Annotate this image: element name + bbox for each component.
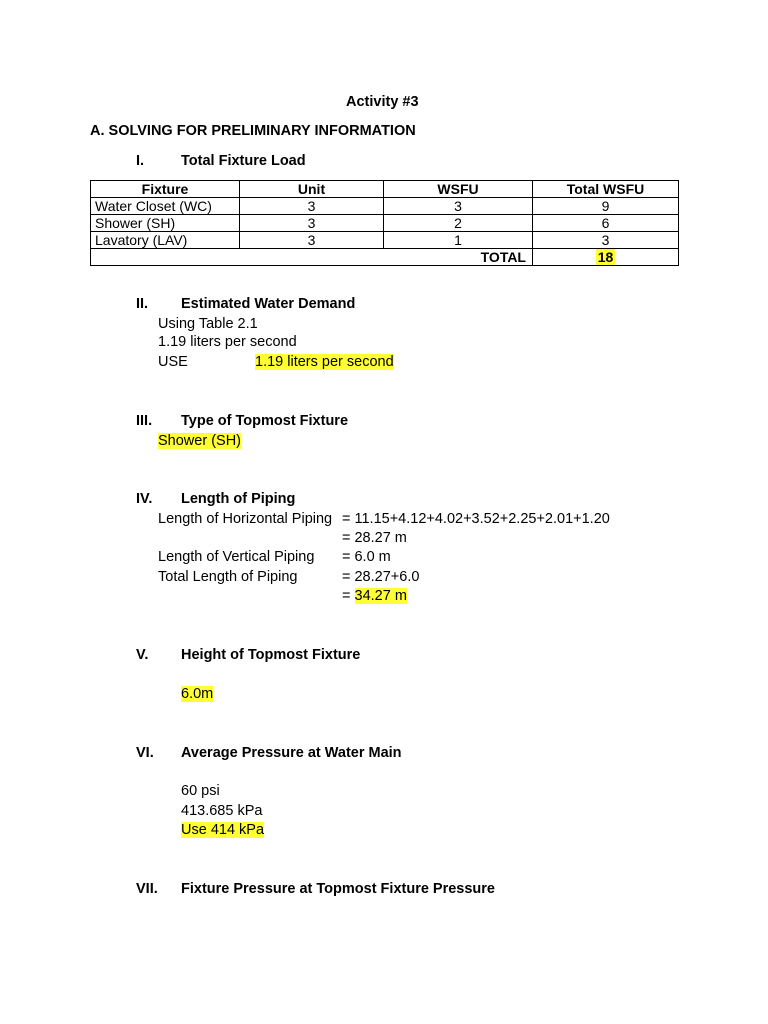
horizontal-piping-result: = 28.27 m (342, 530, 407, 546)
cell-unit: 3 (240, 198, 384, 215)
table-row (91, 232, 679, 249)
cell-wsfu: 2 (384, 215, 533, 232)
section-1-heading: Total Fixture Load (181, 153, 306, 169)
cell-fixture: Lavatory (LAV) (91, 232, 240, 249)
column-header-wsfu: WSFU (384, 181, 533, 198)
topmost-fixture-value: Shower (SH) (158, 433, 241, 449)
document-title: Activity #3 (346, 94, 419, 110)
section-5-number: V. (136, 647, 149, 663)
cell-total-wsfu: 6 (533, 215, 679, 232)
cell-total-wsfu: 9 (533, 198, 679, 215)
table-row (91, 198, 679, 215)
cell-unit: 3 (240, 232, 384, 249)
horizontal-piping-equation: = 11.15+4.12+4.02+3.52+2.25+2.01+1.20 (342, 511, 610, 527)
table-header-row (91, 181, 679, 198)
pressure-use-value: Use 414 kPa (181, 822, 265, 838)
section-6-number: VI. (136, 745, 154, 761)
column-header-total-wsfu: Total WSFU (533, 181, 679, 198)
pressure-kpa: 413.685 kPa (181, 803, 263, 819)
section-2-number: II. (136, 296, 149, 312)
total-value-cell (533, 249, 679, 266)
column-header-unit: Unit (240, 181, 384, 198)
topmost-height-value: 6.0m (181, 686, 214, 702)
section-5-heading: Height of Topmost Fixture (181, 647, 361, 663)
cell-wsfu: 1 (384, 232, 533, 249)
section-a-heading: A. SOLVING FOR PRELIMINARY INFORMATION (90, 123, 416, 139)
total-piping-result (342, 588, 407, 604)
total-value: 18 (597, 249, 614, 265)
cell-unit: 3 (240, 215, 384, 232)
total-piping-label: Total Length of Piping (158, 569, 298, 585)
total-label: TOTAL (91, 249, 533, 266)
column-header-fixture: Fixture (91, 181, 240, 198)
section-1-number: I. (136, 153, 145, 169)
section-3-number: III. (136, 413, 153, 429)
section-3-heading: Type of Topmost Fixture (181, 413, 349, 429)
section-2-heading: Estimated Water Demand (181, 296, 356, 312)
section-7-heading: Fixture Pressure at Topmost Fixture Pressure (181, 881, 496, 897)
use-demand-value: 1.19 liters per second (255, 354, 394, 370)
cell-fixture: Shower (SH) (91, 215, 240, 232)
total-piping-equation: = 28.27+6.0 (342, 569, 420, 585)
vertical-piping-value: = 6.0 m (342, 549, 391, 565)
section-6-heading: Average Pressure at Water Main (181, 745, 402, 761)
vertical-piping-label: Length of Vertical Piping (158, 549, 315, 565)
equals-sign: = (342, 588, 355, 604)
section-7-number: VII. (136, 881, 158, 897)
section-4-number: IV. (136, 491, 153, 507)
horizontal-piping-label: Length of Horizontal Piping (158, 511, 333, 527)
total-piping-value: 34.27 m (354, 588, 407, 604)
use-label: USE (158, 354, 188, 370)
section-4-heading: Length of Piping (181, 491, 296, 507)
table-row (91, 215, 679, 232)
demand-value: 1.19 liters per second (158, 334, 297, 350)
table-total-row (91, 249, 679, 266)
demand-table-reference: Using Table 2.1 (158, 316, 258, 332)
cell-fixture: Water Closet (WC) (91, 198, 240, 215)
pressure-psi: 60 psi (181, 783, 220, 799)
fixture-load-table (90, 180, 679, 266)
cell-total-wsfu: 3 (533, 232, 679, 249)
cell-wsfu: 3 (384, 198, 533, 215)
